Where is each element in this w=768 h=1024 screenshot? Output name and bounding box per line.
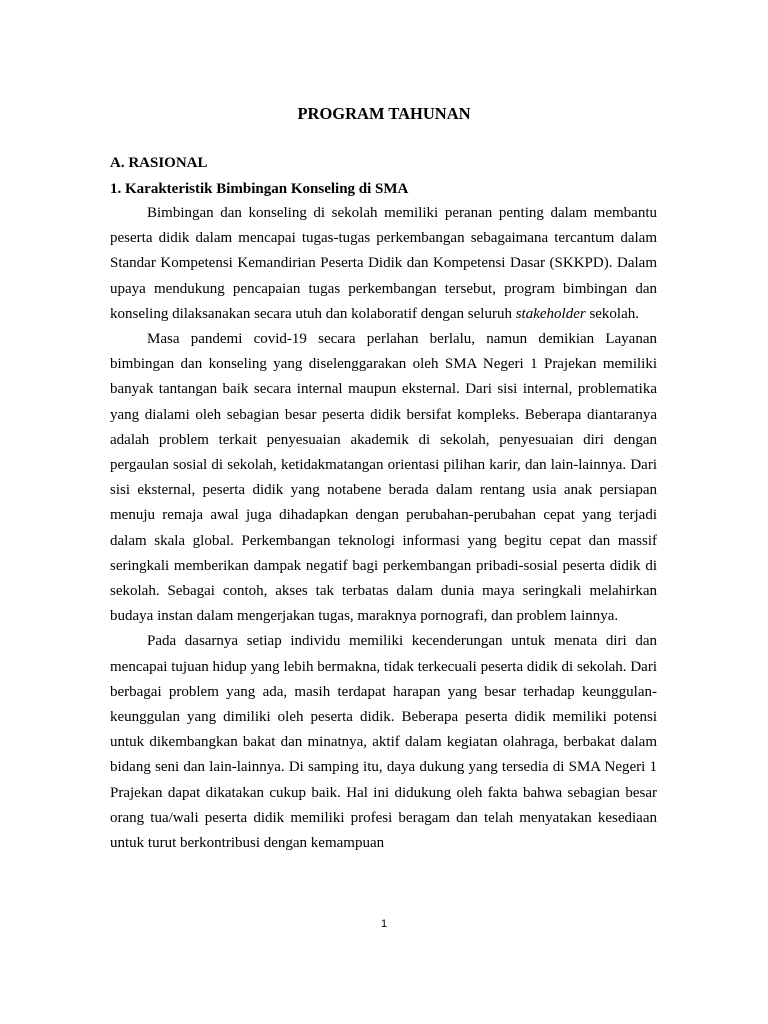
paragraph-1 — [110, 201, 657, 327]
paragraph-1-emphasis: stakeholder — [515, 305, 586, 322]
paragraph-2: Masa pandemi covid-19 secara perlahan berlalu, namun demikian Layanan bimbingan dan konseling yang diselenggarakan oleh SMA Negeri 1 Prajekan memiliki banyak tantangan baik secara internal maupun eksternal. Dari sisi internal, problematika yang dialami oleh sebagian besar peserta didik bersifat kompleks. Beberapa diantaranya adalah problem terkait penyesuaian akademik di sekolah, penyesuaian diri dengan pergaulan sosial di sekolah, ketidakmatangan orientasi pilihan karir, dan lain-lainnya. Dari sisi eksternal, peserta didik yang notabene berada dalam rentang usia anak persiapan menuju remaja awal juga dihadapkan dengan perubahan-perubahan cepat yang terjadi dalam skala global. Perkembangan teknologi informasi yang begitu cepat dan massif seringkali memberikan dampak negatif bagi perkembangan pribadi-sosial peserta didik di sekolah. Sebagai contoh, akses tak terbatas dalam dunia maya seringkali melahirkan budaya instan dalam mengerjakan tugas, maraknya pornografi, dan problem lainnya. — [110, 331, 657, 625]
section-heading: A. RASIONAL — [110, 155, 208, 171]
paragraph-1-text: Bimbingan dan konseling di sekolah memiliki peranan penting dalam membantu peserta didik dalam mencapai tugas-tugas perkembangan sebagaimana tercantum dalam Standar Kompetensi Kemandirian Peserta Didik dan Kompetensi Dasar (SKKPD). Dalam upaya mendukung pencapaian tugas perkembangan tersebut, program bimbingan dan konseling dilaksanakan secara utuh dan kolaboratif dengan seluruh — [110, 205, 657, 322]
page-number: 1 — [380, 918, 388, 930]
paragraph-1-tail: sekolah. — [585, 305, 640, 322]
sub-heading: 1. Karakteristik Bimbingan Konseling di SMA — [110, 181, 409, 197]
paragraph-3: Pada dasarnya setiap individu memiliki kecenderungan untuk menata diri dan mencapai tujuan hidup yang lebih bermakna, tidak terkecuali peserta didik di sekolah. Dari berbagai problem yang ada, masih terdapat harapan yang besar terhadap keunggulan-keunggulan yang dimiliki oleh peserta didik. Beberapa peserta didik memiliki potensi untuk dikembangkan bakat dan minatnya, aktif dalam kegiatan olahraga, berbakat dalam bidang seni dan lain-lainnya. Di samping itu, daya dukung yang tersedia di SMA Negeri 1 Prajekan dapat dikatakan cukup baik. Hal ini didukung oleh fakta bahwa sebagian besar orang tua/wali peserta didik memiliki profesi beragam dan telah menyatakan kesediaan untuk turut berkontribusi dengan kemampuan — [110, 633, 657, 852]
document-body — [110, 201, 657, 856]
page-title: PROGRAM TAHUNAN — [297, 104, 471, 123]
